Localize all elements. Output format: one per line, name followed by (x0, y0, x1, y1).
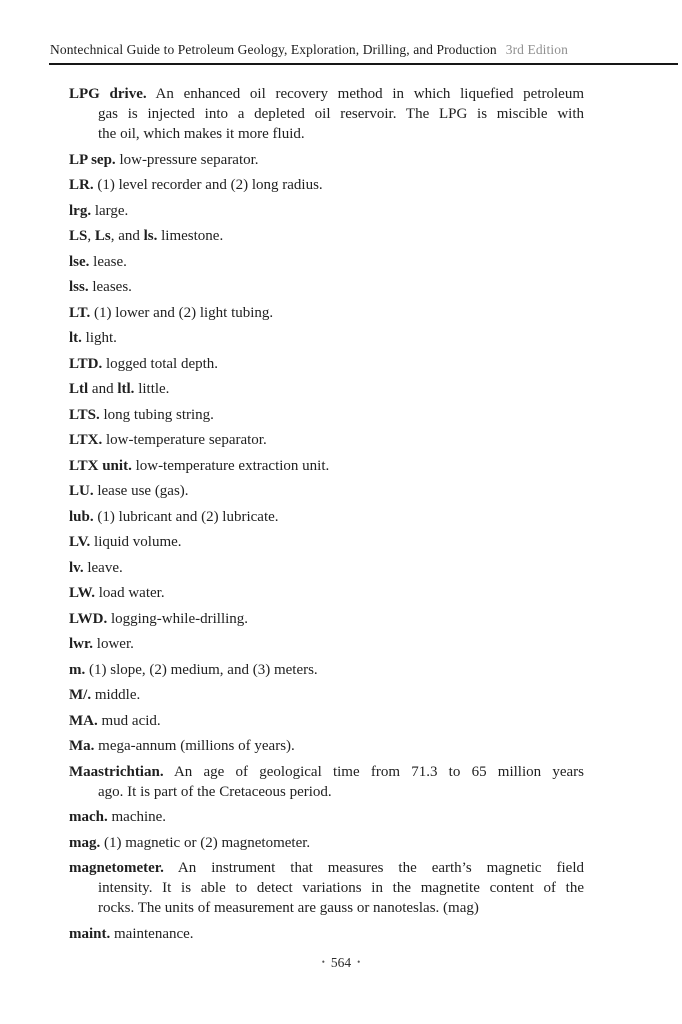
entry-line (69, 84, 584, 104)
edition-label: 3rd Edition (505, 42, 568, 57)
entry-definition: An age of geological time from 71.3 to 65 million years (163, 763, 584, 780)
glossary-entry (69, 252, 584, 272)
entry-definition: gas is injected into a depleted oil reservoir. The LPG is miscible with (98, 106, 584, 122)
entry-term: LT. (69, 304, 91, 321)
entry-definition: (1) level recorder and (2) long radius. (93, 177, 323, 193)
glossary-entry (69, 634, 584, 654)
page-footer (0, 955, 682, 971)
entry-line (69, 609, 584, 629)
entry-term: LV. (69, 534, 91, 550)
glossary-entry (69, 833, 584, 853)
entry-term: LTX. (69, 432, 103, 448)
glossary-entry (69, 226, 584, 246)
entry-definition: low-temperature extraction unit. (131, 457, 330, 474)
glossary-entry (69, 201, 584, 221)
entry-term: mach. (69, 809, 108, 825)
glossary-entry (69, 660, 584, 680)
glossary-entry (69, 685, 584, 705)
entry-line (69, 558, 584, 578)
entry-definition: leases. (88, 279, 132, 295)
entry-term: Ltl (69, 381, 89, 397)
entry-term: LU. (69, 483, 94, 499)
entry-definition: lower. (93, 636, 134, 652)
entry-term: ltl. (117, 381, 135, 397)
entry-line (69, 175, 584, 195)
entry-term: magnetometer. (69, 860, 164, 876)
entry-definition: maintenance. (110, 925, 194, 942)
glossary-entry (69, 430, 584, 450)
entry-definition: mega-annum (millions of years). (94, 738, 295, 754)
entry-term: Maastrichtian. (69, 763, 164, 780)
entry-term: LTX unit. (69, 457, 132, 474)
entry-definition: limestone. (157, 228, 224, 244)
entry-line (69, 685, 584, 705)
glossary-entry (69, 84, 584, 144)
entry-term: LPG drive. (69, 86, 147, 102)
glossary-entry (69, 328, 584, 348)
entry-definition: (1) lubricant and (2) lubricate. (93, 508, 279, 525)
entry-line (98, 898, 584, 918)
entry-line (69, 150, 584, 170)
header-rule (49, 63, 678, 65)
entry-line (69, 711, 584, 731)
entry-line (69, 583, 584, 603)
glossary-entry (69, 924, 584, 944)
entry-line (69, 532, 584, 552)
entry-line (69, 736, 584, 756)
entry-definition: ago. It is part of the Cretaceous period. (98, 783, 332, 800)
entry-term: MA. (69, 712, 98, 729)
entry-line (69, 807, 584, 827)
entry-definition: large. (91, 202, 129, 219)
footer-left-bullet-icon: • (321, 957, 325, 967)
entry-definition: , and (110, 228, 144, 244)
entry-definition: (1) lower and (2) light tubing. (90, 304, 274, 321)
glossary-entry (69, 405, 584, 425)
glossary-entry (69, 762, 584, 802)
entry-line (69, 328, 584, 348)
entry-line (69, 303, 584, 323)
entry-definition: and (88, 381, 118, 397)
glossary-entry (69, 609, 584, 629)
entry-term: lv. (69, 559, 84, 576)
entry-line (69, 354, 584, 374)
entry-term: m. (69, 661, 86, 678)
entry-line (98, 104, 584, 124)
entry-line (69, 226, 584, 246)
entry-term: lwr. (69, 636, 94, 652)
entry-definition: intensity. It is able to detect variations in the magnetite content of the (98, 880, 584, 896)
entry-term: mag. (69, 834, 101, 851)
entry-term: LTS. (69, 406, 100, 423)
entry-definition: lease. (89, 253, 127, 270)
entry-line (69, 833, 584, 853)
glossary-entry (69, 858, 584, 918)
entry-definition: lease use (gas). (93, 483, 189, 499)
entry-line (69, 660, 584, 680)
entry-definition: (1) slope, (2) medium, and (3) meters. (85, 661, 318, 678)
entry-definition: machine. (107, 809, 167, 825)
glossary-entry (69, 379, 584, 399)
entry-line (98, 124, 584, 144)
footer-page-number: 564 (330, 955, 352, 970)
entry-line (69, 252, 584, 272)
entry-line (69, 379, 584, 399)
glossary-entry (69, 277, 584, 297)
entry-term: LS (69, 228, 88, 244)
entry-line (69, 858, 584, 878)
entry-definition: low-pressure separator. (115, 151, 259, 168)
entry-term: M/. (69, 687, 92, 703)
entry-term: LP sep. (69, 151, 116, 168)
book-title: Nontechnical Guide to Petroleum Geology, Exploration, Drilling, and Production (50, 42, 497, 57)
entry-term: LR. (69, 177, 94, 193)
entry-line (69, 405, 584, 425)
entry-definition: , (87, 228, 95, 244)
glossary-entry (69, 456, 584, 476)
entry-definition: logging-while-drilling. (107, 610, 249, 627)
entry-term: LWD. (69, 610, 108, 627)
entry-line (69, 762, 584, 782)
entry-definition: An instrument that measures the earth’s magnetic field (163, 860, 584, 876)
entry-definition: (1) magnetic or (2) magnetometer. (100, 834, 311, 851)
glossary-entry (69, 532, 584, 552)
entry-definition: liquid volume. (90, 534, 182, 550)
entry-line (69, 201, 584, 221)
glossary-entry (69, 736, 584, 756)
entry-line (98, 878, 584, 898)
glossary-entry (69, 481, 584, 501)
glossary-entry (69, 807, 584, 827)
glossary-entry (69, 507, 584, 527)
glossary-entry (69, 711, 584, 731)
entry-term: lrg. (69, 202, 92, 219)
entry-line (98, 782, 584, 802)
entry-term: Ls (94, 228, 111, 244)
entry-definition: load water. (95, 585, 165, 601)
entry-term: lt. (69, 330, 82, 346)
entry-definition: long tubing string. (99, 406, 214, 423)
glossary-entries (69, 84, 584, 949)
glossary-entry (69, 558, 584, 578)
entry-definition: logged total depth. (102, 355, 219, 372)
entry-term: Ma. (69, 738, 95, 754)
entry-definition: little. (134, 381, 170, 397)
glossary-entry (69, 583, 584, 603)
glossary-entry (69, 150, 584, 170)
glossary-entry (69, 175, 584, 195)
entry-term: maint. (69, 925, 111, 942)
entry-definition: leave. (83, 559, 123, 576)
entry-line (69, 277, 584, 297)
entry-definition: middle. (91, 687, 141, 703)
entry-term: ls. (143, 228, 158, 244)
footer-right-bullet-icon: • (357, 957, 361, 967)
entry-definition: low-temperature separator. (102, 432, 267, 448)
entry-term: lss. (69, 279, 89, 295)
entry-line (69, 924, 584, 944)
entry-definition: light. (81, 330, 117, 346)
glossary-entry (69, 303, 584, 323)
entry-line (69, 634, 584, 654)
entry-definition: rocks. The units of measurement are gauss or nanoteslas. (mag) (98, 900, 479, 916)
running-header (50, 42, 568, 58)
entry-definition: An enhanced oil recovery method in which liquefied petroleum (146, 86, 584, 102)
entry-line (69, 456, 584, 476)
entry-line (69, 507, 584, 527)
entry-line (69, 430, 584, 450)
entry-term: lub. (69, 508, 94, 525)
entry-term: LW. (69, 585, 96, 601)
entry-definition: the oil, which makes it more fluid. (98, 126, 305, 142)
glossary-entry (69, 354, 584, 374)
entry-term: LTD. (69, 355, 103, 372)
entry-line (69, 481, 584, 501)
entry-term: lse. (69, 253, 90, 270)
entry-definition: mud acid. (97, 712, 161, 729)
